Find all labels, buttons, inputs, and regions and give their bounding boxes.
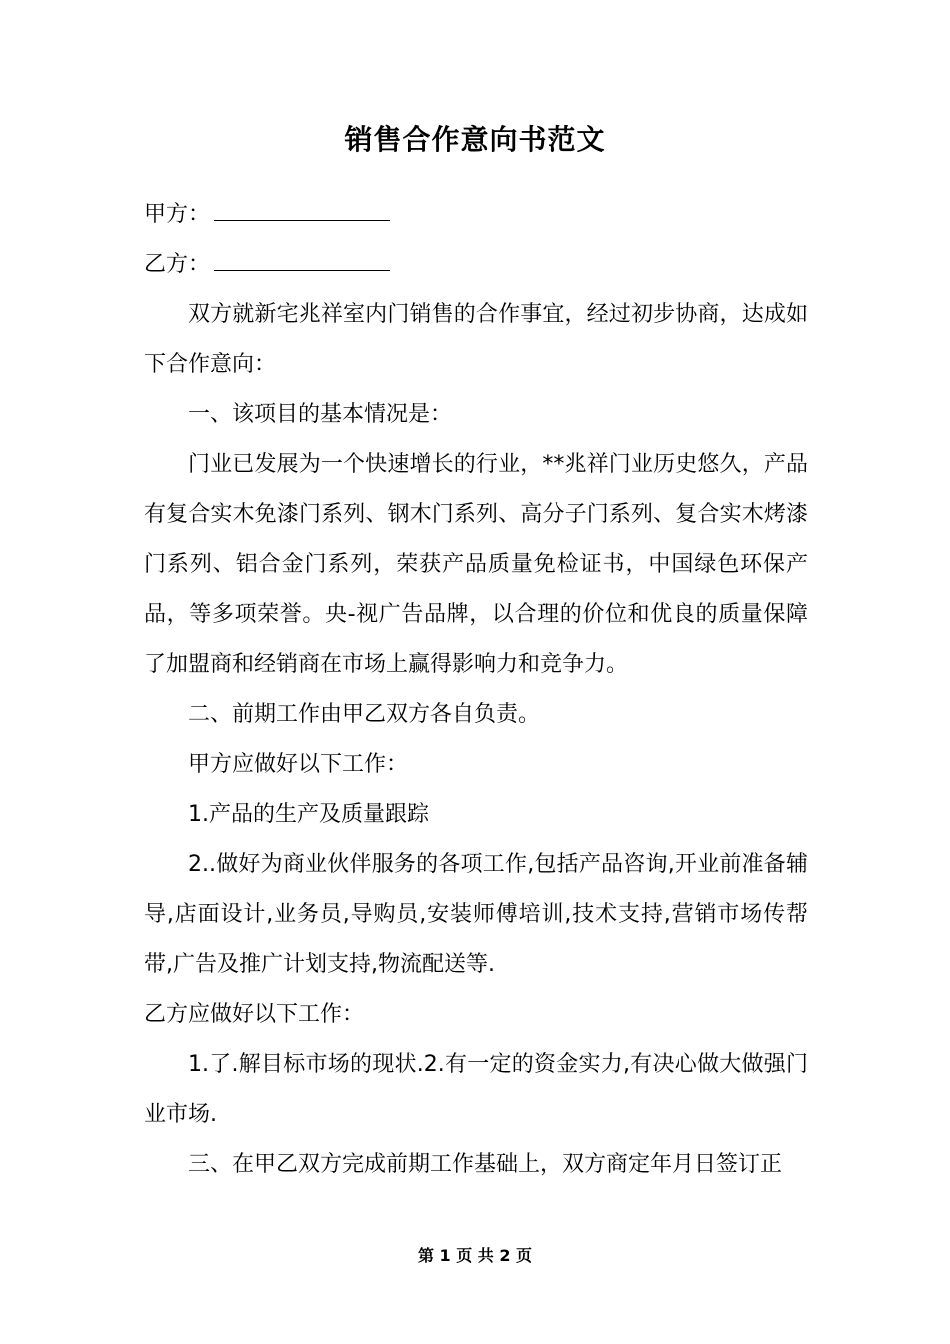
paragraph-intro: 双方就新宅兆祥室内门销售的合作事宜，经过初步协商，达成如下合作意向： (144, 302, 808, 377)
paragraph-project-info: 门业已发展为一个快速增长的行业，**兆祥门业历史悠久，产品有复合实木免漆门系列、钢木门系列、高分子门系列、复合实木烤漆门系列、铝合金门系列，荣获产品质量免检证书，中国绿色环保产品，等多项荣誉。央-视广告品牌，以合理的价位和优良的质量保障了加盟商和经销商在市场上赢得影响力和竞争力。 (144, 452, 808, 677)
paragraph-party-b-duties: 乙方应做好以下工作： (144, 1002, 365, 1027)
section-heading-2: 二、前期工作由甲乙双方各自负责。 (188, 702, 541, 727)
party-b-blank (214, 240, 390, 271)
party-a-blank (214, 190, 390, 221)
section-heading-1: 一、该项目的基本情况是： (188, 402, 453, 427)
party-b-label: 乙方： (144, 252, 211, 277)
list-item-a1: 1.产品的生产及质量跟踪 (188, 802, 429, 827)
list-item-a2: 2..做好为商业伙伴服务的各项工作,包括产品咨询,开业前准备辅导,店面设计,业务员,导购员,安装师傅培训,技术支持,营销市场传帮带,广告及推广计划支持,物流配送等. (144, 852, 808, 977)
document-title: 销售合作意向书范文 (344, 123, 606, 156)
document-body (144, 190, 808, 1190)
page-footer: 第 1 页 共 2 页 (417, 1246, 533, 1265)
party-a-line (144, 190, 808, 240)
section-heading-3: 三、在甲乙双方完成前期工作基础上，双方商定年月日签订正 (188, 1152, 783, 1177)
party-a-label: 甲方： (144, 202, 211, 227)
paragraph-party-a-duties: 甲方应做好以下工作： (188, 752, 409, 777)
list-item-b1: 1.了.解目标市场的现状.2.有一定的资金实力,有决心做大做强门业市场. (144, 1052, 808, 1127)
party-b-line (144, 240, 808, 290)
